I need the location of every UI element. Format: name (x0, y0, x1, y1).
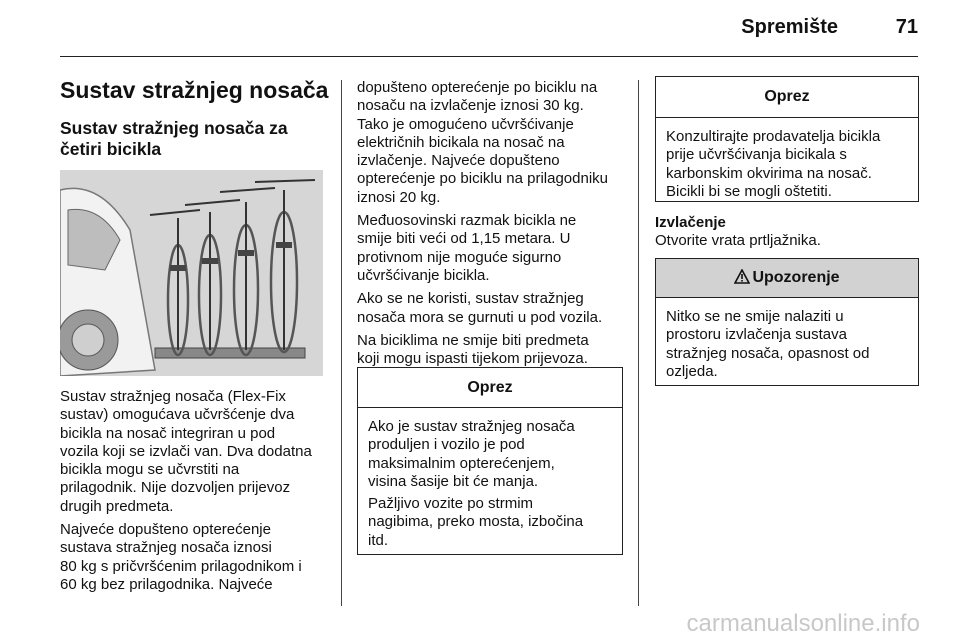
bike-carrier-illustration (60, 170, 323, 376)
text-line: produljen i vozilo je pod (368, 436, 525, 454)
text-line: bicikla na nosač integriran u pod (60, 424, 276, 442)
text-line: Na biciklima ne smije biti predmeta (357, 331, 589, 349)
text-line: drugih predmeta. (60, 497, 174, 515)
text-line: prilagodnik. Nije dozvoljen prijevoz (60, 479, 291, 497)
page-number: 71 (895, 16, 918, 38)
text-line: sustav) omogućava učvršćenje dva (60, 406, 295, 424)
text-line: Ako je sustav stražnjeg nosača (368, 418, 575, 435)
subsection-heading: Izvlačenje (655, 214, 726, 231)
section-title: Spremište (741, 16, 838, 38)
paragraph (60, 521, 330, 594)
caution-title: Oprez (358, 368, 622, 408)
text-line: stražnjeg nosača, opasnost od (666, 344, 870, 362)
text-line: nagibima, preko mosta, izbočina (368, 513, 584, 531)
text-line: prostoru izvlačenja sustava (666, 326, 847, 344)
text-line: prije učvršćivanja bicikala s (666, 146, 847, 164)
text-line: protivnom nije moguće sigurno (357, 248, 562, 266)
text-line: Sustav stražnjeg nosača (Flex-Fix (60, 388, 286, 405)
caution-body (656, 118, 918, 209)
text-line: Konzultirajte prodavatelja bicikla (666, 128, 881, 145)
paragraph (357, 290, 629, 327)
text-line: visina šasije bit će manja. (368, 472, 539, 490)
text-line: električnih bicikala na nosač na (357, 133, 565, 151)
paragraph (357, 332, 629, 369)
watermark: carmanualsonline.info (686, 610, 920, 637)
text-line: 80 kg s pričvršćenim prilagodnikom i (60, 557, 302, 575)
text-line: izvlačenje. Najveće dopušteno (357, 152, 560, 170)
section-subheading: Sustav stražnjeg nosača za četiri bicikla (60, 118, 288, 159)
warning-box (655, 258, 919, 386)
text-line: 60 kg bez prilagodnika. Najveće (60, 575, 273, 593)
caution-title: Oprez (656, 77, 918, 118)
column-2-text (357, 79, 629, 373)
text-line: koji mogu ispasti tijekom prijevoza. (357, 350, 588, 368)
column-1-text (60, 388, 330, 599)
warning-body (656, 298, 918, 389)
paragraph (357, 212, 629, 285)
text-line: Pažljivo vozite po strmim (368, 495, 534, 513)
text-line: Nitko se ne smije nalaziti u (666, 308, 844, 325)
text-line: opterećenje po biciklu na prilagodniku (357, 170, 609, 188)
text-line: itd. (368, 531, 389, 549)
text-line: Međuosovinski razmak bicikla ne (357, 212, 577, 230)
column-3-text (655, 214, 917, 251)
text-line: Najveće dopušteno opterećenje (60, 521, 271, 539)
text-line: karbonskim okvirima na nosač. (666, 164, 872, 182)
text-line: ozljeda. (666, 362, 718, 380)
text-line: iznosi 20 kg. (357, 188, 441, 206)
text-line: vozila koji se izvlači van. Dva dodatna (60, 442, 312, 460)
text-line: dopušteno opterećenje po biciklu na (357, 79, 598, 96)
paragraph (357, 79, 629, 207)
text-line: učvršćivanje bicikla. (357, 266, 490, 284)
text-line: Ako se ne koristi, sustav stražnjeg (357, 290, 584, 308)
section-heading: Sustav stražnjeg nosača (60, 77, 329, 103)
caution-body (358, 408, 622, 562)
column-divider-1 (341, 80, 342, 606)
text-line: nosača mora se gurnuti u pod vozila. (357, 308, 603, 326)
warning-triangle-icon (734, 269, 750, 284)
text-line: Tako je omogućeno učvršćivanje (357, 115, 574, 133)
text-line: Bicikli bi se mogli oštetiti. (666, 182, 832, 200)
paragraph (368, 418, 612, 491)
caution-box-carbon (655, 76, 919, 202)
text-line: bicikla mogu se učvrstiti na (60, 461, 240, 479)
text-line: smije biti veći od 1,15 metara. U (357, 230, 571, 248)
text-line: sustava stražnjeg nosača iznosi (60, 539, 272, 557)
text-line: nosaču na izvlačenje iznosi 30 kg. (357, 97, 584, 115)
paragraph (368, 495, 612, 550)
text-line: maksimalnim opterećenjem, (368, 454, 555, 472)
caution-box (357, 367, 623, 555)
instruction-text: Otvorite vrata prtljažnika. (655, 232, 821, 250)
header-rule (60, 56, 918, 57)
warning-header (656, 259, 918, 298)
column-divider-2 (638, 80, 639, 606)
warning-title: Upozorenje (752, 269, 840, 286)
paragraph (60, 388, 330, 516)
